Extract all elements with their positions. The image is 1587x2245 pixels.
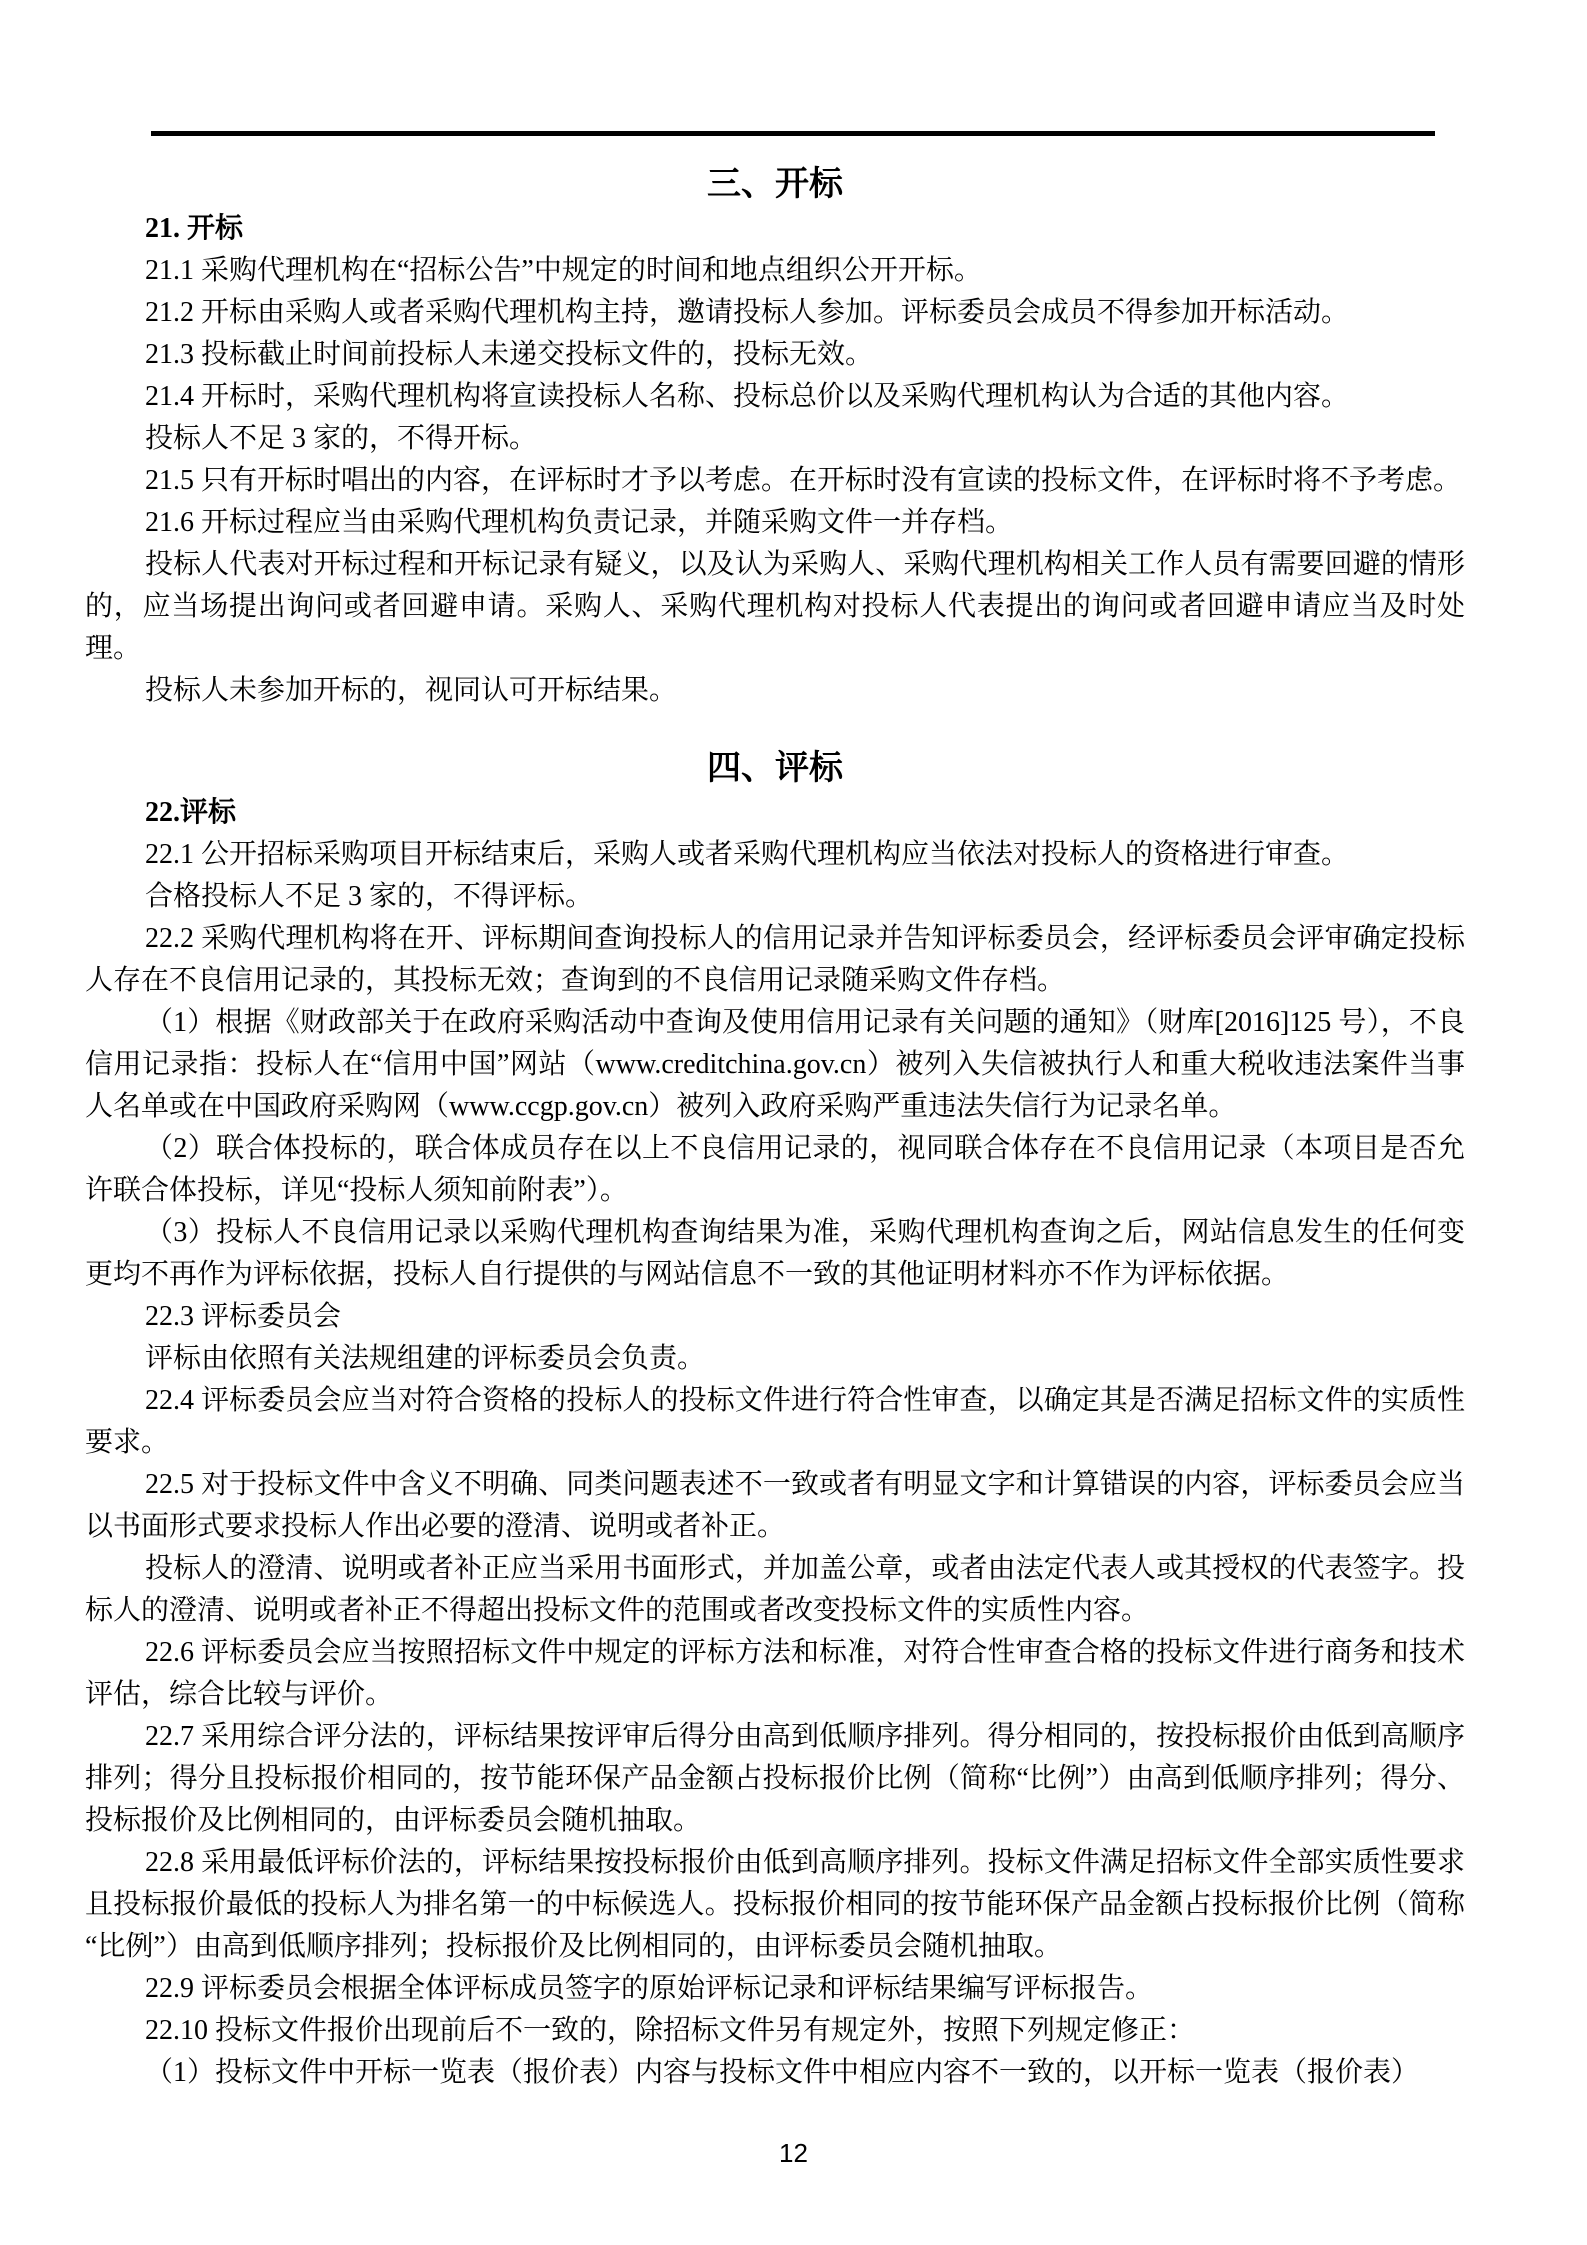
page-footer (0, 2138, 1587, 2169)
page-number: 12 (779, 2138, 808, 2168)
clause-22-5-clarification: 投标人的澄清、说明或者补正应当采用书面形式，并加盖公章，或者由法定代表人或其授权的代表签字。投标人的澄清、说明或者补正不得超出投标文件的范围或者改变投标文件的实质性内容。 (85, 1553, 1465, 1626)
clause-21-1: 21.1 采购代理机构在“招标公告”中规定的时间和地点组织公开开标。 (145, 255, 982, 286)
section-heading-bid-opening: 三、开标 (707, 166, 843, 203)
clause-22-3-body: 评标由依照有关法规组建的评标委员会负责。 (145, 1343, 706, 1374)
clause-22-5: 22.5 对于投标文件中含义不明确、同类问题表述不一致或者有明显文字和计算错误的内容，评标委员会应当以书面形式要求投标人作出必要的澄清、说明或者补正。 (85, 1469, 1465, 1542)
clause-22-6: 22.6 评标委员会应当按照招标文件中规定的评标方法和标准，对符合性审查合格的投标文件进行商务和技术评估，综合比较与评价。 (85, 1637, 1465, 1710)
clause-21-6: 21.6 开标过程应当由采购代理机构负责记录，并随采购文件一并存档。 (145, 507, 1014, 538)
clause-22-1-continuation: 合格投标人不足 3 家的，不得评标。 (145, 881, 594, 912)
clause-22-1: 22.1 公开招标采购项目开标结束后，采购人或者采购代理机构应当依法对投标人的资格进行审查。 (145, 839, 1350, 870)
clause-21-2: 21.2 开标由采购人或者采购代理机构主持，邀请投标人参加。评标委员会成员不得参加开标活动。 (145, 297, 1350, 328)
clause-22-4: 22.4 评标委员会应当对符合资格的投标人的投标文件进行符合性审查，以确定其是否满足招标文件的实质性要求。 (85, 1385, 1465, 1458)
clause-22-10: 22.10 投标文件报价出现前后不一致的，除招标文件另有规定外，按照下列规定修正： (145, 2015, 1196, 2046)
clause-21-5: 21.5 只有开标时唱出的内容，在评标时才予以考虑。在开标时没有宣读的投标文件，在评标时将不予考虑。 (145, 465, 1462, 496)
section-bid-evaluation (85, 746, 1465, 2094)
document-content (85, 150, 1465, 2094)
clause-22-2-item-3: （3）投标人不良信用记录以采购代理机构查询结果为准，采购代理机构查询之后，网站信息发生的任何变更均不再作为评标依据，投标人自行提供的与网站信息不一致的其他证明材料亦不作为评标依据。 (85, 1217, 1465, 1290)
clause-22-9: 22.9 评标委员会根据全体评标成员签字的原始评标记录和评标结果编写评标报告。 (145, 1973, 1154, 2004)
section-heading-bid-evaluation: 四、评标 (707, 750, 843, 787)
section-bid-opening (85, 162, 1465, 712)
clause-21-3: 21.3 投标截止时间前投标人未递交投标文件的，投标无效。 (145, 339, 874, 370)
clause-22-2-item-1: （1）根据《财政部关于在政府采购活动中查询及使用信用记录有关问题的通知》（财库[2016]125 号），不良信用记录指：投标人在“信用中国”网站（www.creditchina.gov.cn）被列入失信被执行人和重大税收违法案件当事人名单或在中国政府采购网（www.ccgp.gov.cn）被列入政府采购严重违法失信行为记录名单。 (85, 1007, 1465, 1122)
clause-21-6-absence: 投标人未参加开标的，视同认可开标结果。 (145, 675, 678, 706)
header-rule (151, 131, 1435, 136)
clause-22-2-item-2: （2）联合体投标的，联合体成员存在以上不良信用记录的，视同联合体存在不良信用记录（本项目是否允许联合体投标，详见“投标人须知前附表”）。 (85, 1133, 1465, 1206)
clause-title-22: 22.评标 (145, 797, 237, 828)
clause-22-7: 22.7 采用综合评分法的，评标结果按评审后得分由高到低顺序排列。得分相同的，按投标报价由低到高顺序排列；得分且投标报价相同的，按节能环保产品金额占投标报价比例（简称“比例”）由高到低顺序排列；得分、投标报价及比例相同的，由评标委员会随机抽取。 (85, 1721, 1465, 1836)
clause-title-21: 21. 开标 (145, 213, 244, 244)
clause-22-10-item-1: （1）投标文件中开标一览表（报价表）内容与投标文件中相应内容不一致的，以开标一览表（报价表） (145, 2057, 1420, 2088)
clause-21-4: 21.4 开标时，采购代理机构将宣读投标人名称、投标总价以及采购代理机构认为合适的其他内容。 (145, 381, 1350, 412)
clause-22-8: 22.8 采用最低评标价法的，评标结果按投标报价由低到高顺序排列。投标文件满足招标文件全部实质性要求且投标报价最低的投标人为排名第一的中标候选人。投标报价相同的按节能环保产品金额占投标报价比例（简称“比例”）由高到低顺序排列；投标报价及比例相同的，由评标委员会随机抽取。 (85, 1847, 1465, 1962)
clause-22-2: 22.2 采购代理机构将在开、评标期间查询投标人的信用记录并告知评标委员会，经评标委员会评审确定投标人存在不良信用记录的，其投标无效；查询到的不良信用记录随采购文件存档。 (85, 923, 1465, 996)
clause-21-6-objection: 投标人代表对开标过程和开标记录有疑义，以及认为采购人、采购代理机构相关工作人员有需要回避的情形的，应当场提出询问或者回避申请。采购人、采购代理机构对投标人代表提出的询问或者回避申请应当及时处理。 (85, 549, 1465, 664)
clause-21-4-continuation: 投标人不足 3 家的，不得开标。 (145, 423, 538, 454)
clause-22-3: 22.3 评标委员会 (145, 1301, 342, 1332)
